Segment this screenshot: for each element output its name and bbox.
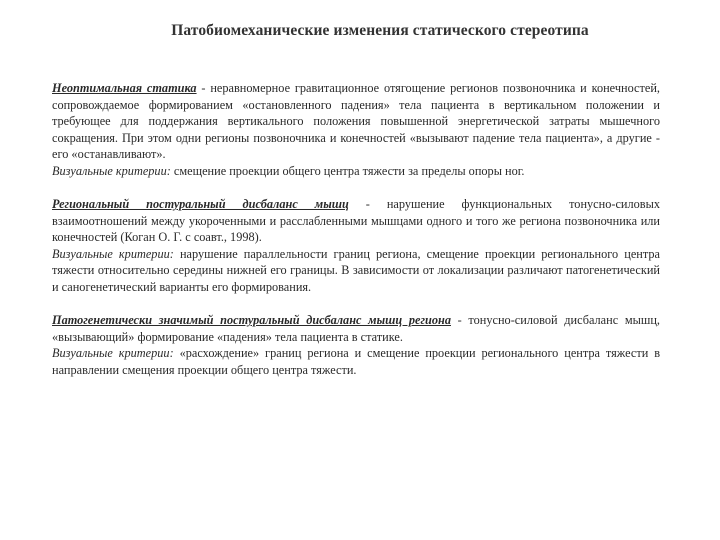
criteria-label: Визуальные критерии: <box>52 246 174 261</box>
body-text <box>52 80 660 395</box>
criteria-line-pathogenetic-imbalance <box>52 345 660 378</box>
term-suboptimal-statics: Неоптимальная статика <box>52 81 197 95</box>
criteria-line-regional-imbalance <box>52 246 660 296</box>
definition-pathogenetic-imbalance: - тонусно-силовой дисбаланс мышц, «вызывающий» формирование «падения» тела пациента в статике. <box>52 313 660 344</box>
term-regional-imbalance: Региональный постуральный дисбаланс мышц <box>52 197 349 211</box>
term-pathogenetic-imbalance: Патогенетически значимый постуральный дисбаланс мышц региона <box>52 313 451 327</box>
criteria-label: Визуальные критерии: <box>52 163 171 178</box>
criteria-label: Визуальные критерии: <box>52 346 174 360</box>
paragraph-regional-imbalance <box>52 196 660 295</box>
criteria-text: смещение проекции общего центра тяжести за пределы опоры ног. <box>170 163 525 178</box>
paragraph-pathogenetic-imbalance <box>52 312 660 378</box>
criteria-text: «расхождение» границ региона и смещение проекции регионального центра тяжести в направлении смещения проекции общего центра тяжести. <box>52 346 661 377</box>
criteria-line-suboptimal-statics <box>52 163 660 180</box>
definition-suboptimal-statics: - неравномерное гравитационное отягощение регионов позвоночника и конечностей, сопровождаемое формированием «остановленного падения» тела пациента в вертикальном положении и требующее для поддержания вертикального положения повышенной энергетической затраты мышечного сокращения. При этом одни регионы позвоночника и конечностей «вызывают падение тела пациента», а другие - его «останавливают». <box>52 81 660 161</box>
page-title: Патобиомеханические изменения статического стереотипа <box>171 22 589 39</box>
definition-regional-imbalance: - нарушение функциональных тонусно-силовых взаимоотношений между укороченными и расслабленными мышцами одного и того же региона позвоночника или конечностей (Коган О. Г. с соавт., 1998). <box>52 197 660 244</box>
criteria-text: нарушение параллельности границ региона, смещение проекции регионального центра тяжести относительно середины нижней его границы. В зависимости от локализации различают патогенетический и саногенетический варианты его формирования. <box>52 246 660 294</box>
paragraph-suboptimal-statics <box>52 80 660 179</box>
